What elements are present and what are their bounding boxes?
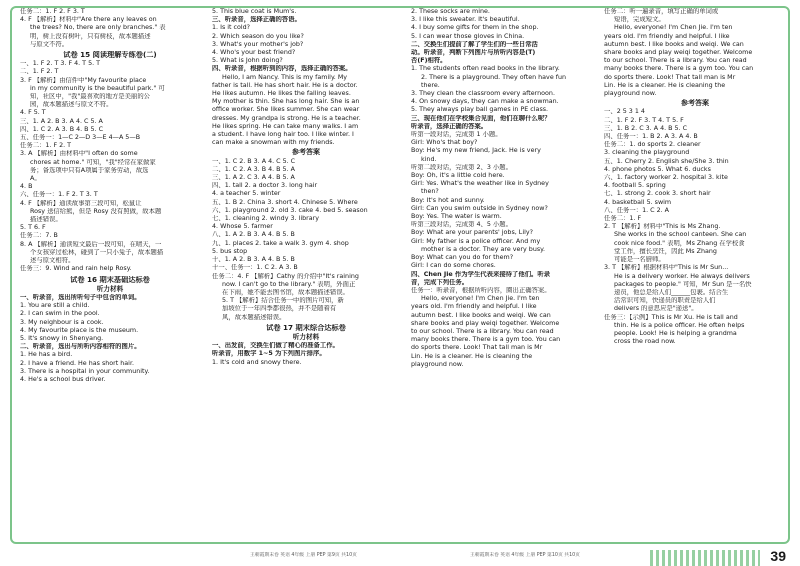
text-line: 堂工作，擅长烹饪，因此 Ms Zhang [614, 247, 717, 255]
text-line: 任务二：1. F 2. T [20, 142, 72, 150]
text-line: then? [421, 188, 439, 196]
answer-heading: 参考答案 [681, 99, 709, 108]
text-line: Boy: He's my new friend, Jack. He is very [411, 147, 541, 155]
text-line: now. I can't go to the library." 表明，外面正 [222, 280, 356, 288]
text-line: 个女孩穿过松林，碰到了一只小兔子，故本题描 [30, 248, 164, 256]
text-line: Hello, I am Nancy. This is my family. My [222, 73, 348, 81]
text-line: 3. There is a hospital in your community. [20, 367, 150, 375]
text-line: 听录音，用数字 1~5 为下列图片排序。 [212, 350, 326, 358]
text-line: 5. What is John doing? [212, 57, 283, 65]
text-line: 二、交换生们提前了解了学生们的一些日常活 [411, 40, 538, 48]
text-line: My mother is thin. She has long hair. She is an [212, 98, 360, 106]
text-line: to our school. There is a library. You can read [411, 327, 554, 335]
text-line: 4. football 5. spring [604, 182, 666, 190]
text-line: 四、1. tall 2. a doctor 3. long hair [212, 182, 318, 190]
text-line: father is tall. He has short hair. He is a doctor. [212, 81, 358, 89]
text-line: autumn best. I like books and weiqi. We can [411, 311, 551, 319]
column-1 [20, 8, 200, 540]
text-line: 五、1. Cherry 2. English she/She 3. thin [604, 157, 729, 165]
text-line: share books and play weiqi together. Welcome [604, 49, 753, 57]
text-line: years old. I'm friendly and helpful. I like [411, 303, 537, 311]
text-line: 3. cleaning the playground [604, 149, 690, 157]
text-line: 三、1. B 2. C 3. A 4. B 5. C [604, 124, 688, 132]
text-line: office worker. She likes summer. She can wear [212, 106, 360, 114]
text-line: 任务二：听一遍录音，填写正确的单词或 [604, 8, 719, 15]
text-line: 可能是一名厨师。 [614, 256, 665, 264]
text-line: 风，故本题描述错误。 [222, 313, 286, 321]
text-line: 务；备选项中只有A项属于家务劳动，故选 [30, 166, 149, 174]
text-line: 否(F)相符。 [411, 57, 447, 65]
text-line: 一、听录音，选出所听句子中包含的单词。 [20, 293, 141, 301]
text-line: 4. Who's your best friend? [212, 49, 296, 57]
section-title: 试卷 15 阅读理解专练卷(二) [63, 51, 157, 60]
text-line: 二、1. F 2. T [20, 68, 59, 76]
text-line: in my community is the beautiful park." 可 [30, 84, 165, 92]
text-line: 3. They clean the classroom every afternoon. [411, 90, 555, 98]
text-line: 加坡位于一年四季都很热，并不是随着有 [222, 305, 337, 313]
text-line: 4. F 5. T [20, 109, 46, 117]
text-line: 3. My neighbour is a cook. [20, 318, 104, 326]
text-line: 四、听录音，根据听到的内容，选择正确的答案。 [212, 65, 352, 73]
text-line: 4. I buy some gifts for them in the shop. [411, 24, 539, 32]
text-line: 园，故本题描述与原文不符。 [30, 101, 113, 109]
page-number: 39 [770, 548, 786, 564]
text-line: cook nice food." 表明，Ms Zhang 在学校食 [614, 239, 745, 247]
text-line: 任务三：【示例】This is Mr Xu. He is tall and [604, 313, 738, 321]
text-line: the trees? No, there are only branches." 表 [30, 24, 166, 32]
text-line: share books and play weiqi together. Welcome [411, 319, 560, 327]
text-line: 5. T 6. F [20, 224, 46, 232]
text-line: 任务一：听录音，根据所听内容，圈出正确答案。 [411, 286, 551, 294]
text-line: 听第一段对话，完成第 1 小题。 [411, 131, 502, 139]
text-line: 一、2 5 3 1 4 [604, 108, 645, 116]
text-line: 一、1. F 2. T 3. F 4. T 5. T [20, 60, 101, 68]
text-line: 2. There is a playground. They often have fun [421, 73, 567, 81]
text-line: 听第三段对话，完成第 4、5 小题。 [411, 221, 512, 229]
text-line: Girl: I can do some chores. [411, 262, 496, 270]
text-line: Hello, everyone! I'm Chen Jie. I'm ten [421, 295, 540, 303]
decorative-stripe [650, 550, 760, 566]
text-line: Rosy 送信给熊，但是 Rosy 没有照做，故本题 [30, 207, 162, 215]
text-line: dresses. My grandpa is strong. He is a teacher. [212, 114, 361, 122]
text-line: 8. A 【解析】通读短文最后一段可知，在晴天，一 [20, 240, 162, 248]
text-line: can make a snowman with my friends. [212, 139, 335, 147]
text-line: people. Look! He is helping a grandma [614, 329, 737, 337]
text-line: 二、听录音，选出与所听内容相符的图片。 [20, 343, 141, 351]
text-line: 2. These socks are mine. [411, 8, 490, 15]
text-line: 五、1. B 2. China 3. short 4. Chinese 5. Where [212, 198, 358, 206]
text-line: 5. T 【解析】结合任务一中的图片可知，新 [222, 297, 344, 305]
text-line: 5. This blue coat is Mum's. [212, 8, 297, 15]
text-line: 二、1. C 2. A 3. B 4. B 5. A [212, 165, 295, 173]
text-line: 三、1. A 2. C 3. A 4. B 5. A [212, 174, 295, 182]
text-line: 3. What's your mother's job? [212, 40, 304, 48]
text-line: Boy: What are your parents' jobs, Lily? [411, 229, 533, 237]
text-line: 五、任务一：1—C 2—D 3—E 4—A 5—B [20, 134, 141, 142]
text-line: He likes autumn. He likes the falling leaves. [212, 90, 351, 98]
text-line: 任务二：1. F [604, 215, 642, 223]
text-line: 听第二段对话，完成第 2、3 小题。 [411, 163, 512, 171]
text-line: 六、1. factory worker 2. hospital 3. kite [604, 174, 728, 182]
text-line: 任务二：7. B [20, 232, 58, 240]
text-line: 3. I like this sweater. It's beautiful. [411, 16, 520, 24]
text-line: packages to people." 可知，Mr Sun 是一名快 [614, 280, 752, 288]
text-line: many books there. There is a gym too. You can [411, 336, 561, 344]
text-line: kind. [421, 155, 437, 163]
footer-left: 王朝霞期末卷 英语 4年级 上册 PEP 第9页 共10页 [250, 553, 357, 558]
text-line: years old. I'm friendly and helpful. I like [604, 32, 730, 40]
text-line: 六、任务一：1. F 2. T 3. T [20, 191, 98, 199]
text-line: 明，树上没有树叶，只有树枝，故本题描述 [30, 32, 151, 40]
text-line: 与原文不符。 [30, 40, 69, 48]
text-line: 4. basketball 5. swim [604, 198, 672, 206]
text-line: 三、现在他们在学校集合见面，他们在聊什么呢？ [411, 114, 551, 122]
text-line: 三、听录音，选择正确的答语。 [212, 16, 301, 24]
text-line: 四、任务一：1. B 2. A 3. A 4. B [604, 133, 698, 141]
text-line: He likes spring. He can take many walks. I am [212, 122, 359, 130]
text-line: 5. I can wear those gloves in China. [411, 32, 525, 40]
text-line: 十一、任务一：1. C 2. A 3. B [212, 264, 298, 272]
text-line: Girl: Yes. What's the weather like in Sydney [411, 180, 549, 188]
text-line: 4. B [20, 183, 33, 191]
text-line: Girl: Can you swim outside in Sydney now? [411, 204, 548, 212]
text-line: delivers 的意思应是"递送"。 [614, 305, 698, 313]
text-line: autumn best. I like books and weiqi. We can [604, 40, 744, 48]
text-line: do sports there. Look! That tall man is Mr [411, 344, 543, 352]
text-line: Lin. He is a cleaner. He is cleaning the [411, 352, 533, 360]
section-title: 试卷 16 期末基础达标卷 [70, 275, 150, 284]
text-line: 描述错误。 [30, 216, 62, 224]
text-line: 听录音，选择正确的答案。 [411, 122, 488, 130]
section-title: 试卷 17 期末综合达标卷 [266, 323, 346, 332]
text-line: 活常识可知，快递员的职责是给人们 [614, 297, 716, 305]
text-line: 4. F 【解析】材料中"Are there any leaves on [20, 16, 157, 24]
text-line: 述与原文相符。 [30, 257, 75, 265]
text-line: 在下雨，她不能去图书馆，故本题描述错误。 [222, 288, 349, 296]
text-line: many books there. There is a gym too. You can [604, 65, 754, 73]
text-line: Boy: Oh, it's a little cold here. [411, 172, 505, 180]
text-line: 4. My favourite place is the museum. [20, 326, 139, 334]
text-line: 5. They always play ball games in PE class. [411, 106, 549, 114]
text-line: 七、1. strong 2. cook 3. short hair [604, 190, 711, 198]
text-line: 四、1. C 2. A 3. B 4. B 5. C [20, 125, 104, 133]
text-line: 1. The students often read books in the library. [411, 65, 560, 73]
text-line: 2. I have a friend. He has short hair. [20, 359, 134, 367]
text-line: Boy: It's hot and sunny. [411, 196, 485, 204]
text-line: 3. A 【解析】由材料中"I often do some [20, 150, 138, 158]
footer-right: 王朝霞期末卷 英语 4年级 上册 PEP 第10页 共10页 [470, 553, 580, 558]
text-line: 四、Chen Jie 作为学生代表来接待了他们。听录 [411, 270, 551, 278]
text-line: 六、1. playground 2. old 3. cake 4. bed 5. season [212, 206, 368, 214]
text-line: 4. a teacher 5. winter [212, 190, 281, 198]
text-line: there. [421, 81, 440, 89]
text-line: playground now. [411, 360, 464, 368]
text-line: 任务二：4. F 【解析】Cathy 的介绍中"It's raining [212, 272, 359, 280]
text-line: 3. T 【解析】根据材料中"This is Mr Sun... [604, 264, 729, 272]
subsection-title: 听力材料 [96, 284, 124, 293]
subsection-title: 听力材料 [292, 332, 320, 341]
text-line: 2. Which season do you like? [212, 32, 304, 40]
text-line: 3. F 【解析】由信件中"My favourite place [20, 76, 147, 84]
text-line: 动。听录音，判断下列图片与所听内容是(T) [411, 49, 536, 57]
text-line: chores at home." 可知，"我"经常在家做家 [30, 158, 156, 166]
text-line: He is a delivery worker. He always delivers [614, 272, 750, 280]
text-line: 1. Is it cold? [212, 24, 251, 32]
text-line: 2. I can swim in the pool. [20, 310, 100, 318]
text-line: 4. On snowy days, they can make a snowman. [411, 98, 559, 106]
text-line: 三、1. A 2. B 3. A 4. C 5. A [20, 117, 103, 125]
text-line: 一、1. C 2. B 3. A 4. C 5. C [212, 157, 296, 165]
text-line: Boy: What can you do for them? [411, 254, 514, 262]
text-line: Lin. He is a cleaner. He is cleaning the [604, 81, 726, 89]
text-line: 任务二：1. F 2. F 3. T [20, 8, 85, 15]
text-line: 4. F 【解析】通读故事第三段可知，松鼠让 [20, 199, 142, 207]
text-line: She works in the school canteen. She can [614, 231, 747, 239]
text-line: Hello, everyone! I'm Chen Jie. I'm ten [614, 24, 733, 32]
text-line: A。 [30, 175, 41, 183]
text-line: thin. He is a police officer. He often helps [614, 321, 745, 329]
text-line: 七、1. cleaning 2. windy 3. library [212, 215, 319, 223]
text-line: 八、任务一：1. C 2. A [604, 206, 669, 214]
text-line: 4. phone photos 5. What 6. ducks [604, 165, 711, 173]
text-line: 一、出发前，交换生们做了精心的准备工作。 [212, 342, 339, 350]
text-line: 4. He's a school bus driver. [20, 375, 106, 383]
text-line: 任务二：1. do sports 2. cleaner [604, 141, 701, 149]
column-2 [212, 8, 400, 540]
answer-heading: 参考答案 [292, 148, 320, 157]
text-line: cross the road now. [614, 338, 676, 346]
text-line: Boy: Yes. The water is warm. [411, 213, 502, 221]
text-line: mother is a doctor. They are very busy. [421, 245, 546, 253]
text-line: 1. It's cold and snowy there. [212, 358, 302, 366]
text-line: 5. bus stop [212, 247, 248, 255]
text-line: 知，社区中，"我"最喜欢的地方是美丽的公 [30, 93, 151, 101]
text-line: 5. It's snowy in Shenyang. [20, 334, 104, 342]
text-line: 1. He has a bird. [20, 351, 73, 359]
text-line: 音，完成下列任务。 [411, 278, 469, 286]
text-line: 十、1. A 2. B 3. A 4. B 5. B [212, 256, 295, 264]
text-line: 4. Whose 5. farmer [212, 223, 273, 231]
text-line: 短语，完成短文。 [614, 16, 665, 24]
text-line: 2. T 【解析】材料中"This is Ms Zhang. [604, 223, 721, 231]
text-line: 任务三：9. Wind and rain help Rosy. [20, 265, 132, 273]
text-line: 八、1. A 2. B 3. A 4. B 5. B [212, 231, 295, 239]
text-line: 二、1. F 2. F 3. T 4. T 5. F [604, 116, 684, 124]
text-line: a student. I have long hair too. I like winter. I [212, 131, 354, 139]
text-line: 1. You are still a child. [20, 302, 90, 310]
text-line: to our school. There is a library. You can read [604, 57, 747, 65]
column-4 [604, 8, 786, 540]
text-line: 九、1. places 2. take a walk 3. gym 4. shop [212, 239, 349, 247]
text-line: Girl: My father is a police officer. And my [411, 237, 541, 245]
column-3 [411, 8, 594, 540]
text-line: playground now. [604, 90, 657, 98]
text-line: Girl: Who's that boy? [411, 139, 478, 147]
text-line: do sports there. Look! That tall man is Mr [604, 73, 736, 81]
text-line: 递员，他总是给人们______包裹。结合生 [614, 288, 729, 296]
